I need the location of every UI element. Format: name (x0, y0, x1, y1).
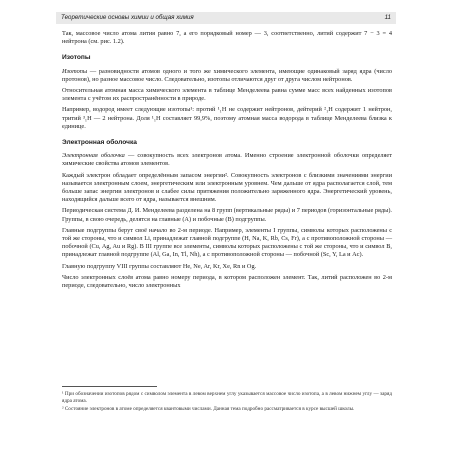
running-header-title: Теоретические основы химии и общая химия (61, 14, 194, 21)
running-header (56, 12, 396, 24)
footnote-divider (62, 386, 157, 387)
section-heading-electron-shell: Электронная оболочка (62, 139, 137, 147)
footnotes (62, 386, 392, 415)
page-number: 11 (384, 14, 391, 21)
electron-layers-paragraph: Число электронных слоёв атома равно номеру периода, в котором расположен элемент. Так, литий расположен во 2-м периоде, следовательно, число электронных (62, 273, 392, 290)
atomic-mass-paragraph: Относительная атомная масса химического элемента в таблице Менделеева равна сумме масс всех найденных изотопов элемента с учётом их распространённости в природе. (62, 87, 392, 103)
energy-levels-paragraph: Каждый электрон обладает определённым запасом энергии². Совокупность электронов с близкими значениями энергии называется электронным слоем, энергетическим или электронным уровнем. Чем дальше от ядра располагается слой, тем больше запас энергии электронов и слабее силы притяжения положительно заряженного ядра. Энергетический уровень, находящийся дальше всего от ядра, называется внешним. (62, 171, 392, 204)
intro-paragraph: Так, массовое число атома лития равно 7, а его порядковый номер — 3, соответственно, литий содержит 7 − 3 = 4 нейтрона (см. рис. 1.2). (62, 30, 392, 46)
group-viii-paragraph: Главную подгруппу VIII группы составляют He, Ne, Ar, Kr, Xe, Rn и Og. (62, 262, 257, 270)
term-electron-shell: Электронная оболочка (62, 152, 125, 160)
term-isotopes: Изотопы (62, 67, 88, 75)
electron-shell-definition-text: — совокупность всех электронов атома. Именно строение электронной оболочки определяет химические свойства атомов элементов. (62, 152, 392, 168)
electron-shell-definition (62, 152, 392, 168)
periodic-system-paragraph: Периодическая система Д. И. Менделеева разделена на 8 групп (вертикальные ряды) и 7 периодов (горизонтальные ряды). Группы, в свою очередь, делятся на главные (А) и побочные (В) подгруппы. (62, 207, 392, 223)
footnote-2: ² Состояние электронов в атоме определяется квантовыми числами. Данная тема подробно рассматривается в курсе высшей школы. (62, 406, 355, 413)
isotopes-definition (62, 68, 392, 84)
hydrogen-isotopes-paragraph: Например, водород имеет следующие изотопы¹: протий ¹₁H не содержит нейтронов, дейтерий ²₁H содержит 1 нейтрон, тритий ³₁H — 2 нейтрона. Доля ¹₁H составляет 99,9%, поэтому атомная масса водорода в таблице Менделеева близка к единице. (62, 106, 392, 130)
section-heading-isotopes: Изотопы (62, 54, 91, 62)
isotopes-definition-text: — разновидности атомов одного и того же химического элемента, имеющие одинаковый заряд ядра (число протонов), но разное массовое число. Следовательно, изотопы отличаются друг от друга числом нейтронов. (62, 67, 392, 83)
main-subgroups-paragraph: Главные подгруппы берут своё начало во 2-м периоде. Например, элементы I группы, символы которых расположены с той же стороны, что и символ Li, принадлежат главной подгруппе (H, Na, K, Rb, Cs, Fr), а с противоположной стороны — побочной (Cu, Ag, Au и Rg). В III группе все элементы, символы которых расположены с той же стороны, что и символ B, принадлежат главной подгруппе (Al, Ga, In, Tl, Nh), а с противоположной стороны — побочной (Sc, Y, La и Ac). (62, 226, 392, 259)
main-text (62, 30, 392, 293)
document-page (56, 0, 396, 450)
footnote-1: ¹ При обозначении изотопов рядом с символом элемента в левом верхнем углу указывается массовое число изотопа, а в левом нижнем углу — заряд ядра атома. (62, 391, 392, 404)
